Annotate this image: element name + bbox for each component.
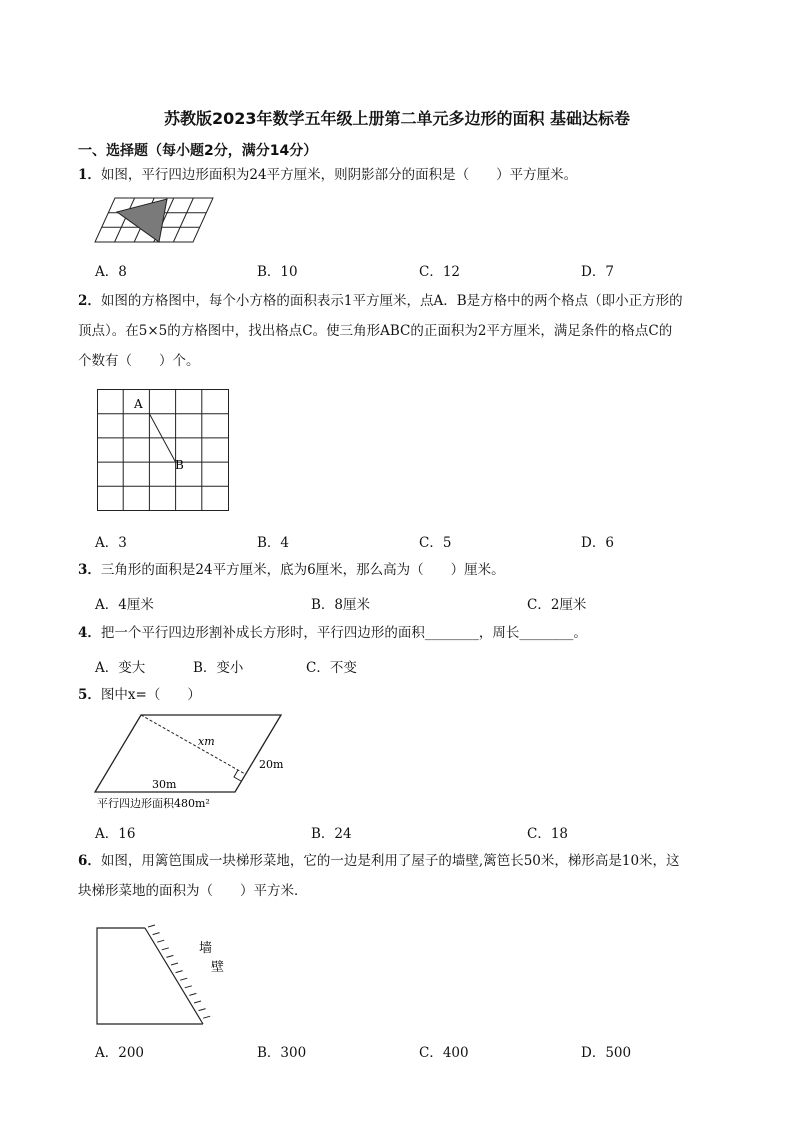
option-c: C．18	[527, 826, 569, 842]
question-text-line: 顶点）。在5×5的方格图中，找出格点C。使三角形ABC的正面积为2平方厘米，满足条件的格点C的	[78, 323, 673, 339]
question-text-line: 个数有（ ）个。	[78, 353, 200, 369]
question-number: 1．	[78, 167, 101, 183]
point-a-label: A	[134, 397, 143, 411]
figure-parallelogram-grid	[95, 196, 215, 246]
question-text: 把一个平行四边形割补成长方形时，平行四边形的面积________，周长________。	[100, 625, 587, 641]
option-b: B．变小	[193, 660, 244, 676]
question-1	[78, 160, 748, 190]
label-20m: 20m	[259, 758, 284, 771]
option-b: B．300	[257, 1045, 307, 1061]
option-d: D．6	[581, 535, 614, 551]
option-b: B．8厘米	[311, 597, 371, 613]
question-5	[78, 680, 748, 710]
option-b: B．24	[311, 826, 352, 842]
option-b: B．10	[257, 264, 298, 280]
question-number: 4．	[78, 625, 101, 641]
option-d: D．500	[581, 1045, 632, 1061]
option-b: B．4	[257, 535, 290, 551]
question-number: 6．	[78, 853, 101, 869]
page-title: 苏教版2023年数学五年级上册第二单元多边形的面积 基础达标卷	[163, 109, 631, 128]
question-3	[78, 555, 748, 585]
question-2	[78, 286, 748, 376]
option-c: C．5	[419, 535, 452, 551]
option-a: A．16	[95, 826, 136, 842]
figure-parallelogram-height	[95, 713, 285, 813]
option-a: A．3	[95, 535, 127, 551]
wall-label-1: 墙	[199, 941, 213, 956]
wall-label-2: 壁	[211, 960, 225, 975]
option-a: A．8	[95, 264, 127, 280]
question-number: 5．	[78, 687, 101, 703]
option-c: C．12	[419, 264, 461, 280]
option-d: D．7	[581, 264, 614, 280]
question-text: 图中x=（ ）	[100, 687, 201, 703]
question-text-line: 块梯形菜地的面积为（ ）平方米．	[78, 883, 308, 899]
question-text: 如图，平行四边形面积为24平方厘米，则阴影部分的面积是（ ）平方厘米。	[100, 167, 578, 183]
section-heading: 一、选择题（每小题2分，满分14分）	[78, 143, 318, 159]
option-a: A．4厘米	[95, 597, 154, 613]
option-c: C．不变	[306, 660, 357, 676]
question-number: 3．	[78, 562, 101, 578]
question-4	[78, 618, 748, 648]
option-c: C．400	[419, 1045, 469, 1061]
option-a: A．变大	[95, 660, 146, 676]
label-area: 平行四边形面积480m²	[97, 797, 210, 810]
label-xm: xm	[198, 735, 215, 748]
label-30m: 30m	[152, 778, 177, 791]
question-6	[78, 846, 748, 906]
question-text-line: 如图，用篱笆围成一块梯形菜地，它的一边是利用了屋子的墙壁,篱笆长50米，梯形高是10米，这	[100, 853, 680, 869]
question-number: 2．	[78, 293, 101, 309]
figure-grid-5x5	[97, 389, 229, 511]
point-b-label: B	[175, 458, 184, 472]
question-text-line: 如图的方格图中，每个小方格的面积表示1平方厘米，点A．B是方格中的两个格点（即小正方形的	[100, 293, 683, 309]
option-a: A．200	[95, 1045, 145, 1061]
figure-trapezoid-wall	[95, 918, 235, 1028]
option-c: C．2厘米	[527, 597, 587, 613]
question-text: 三角形的面积是24平方厘米，底为6厘米，那么高为（ ）厘米。	[100, 562, 505, 578]
